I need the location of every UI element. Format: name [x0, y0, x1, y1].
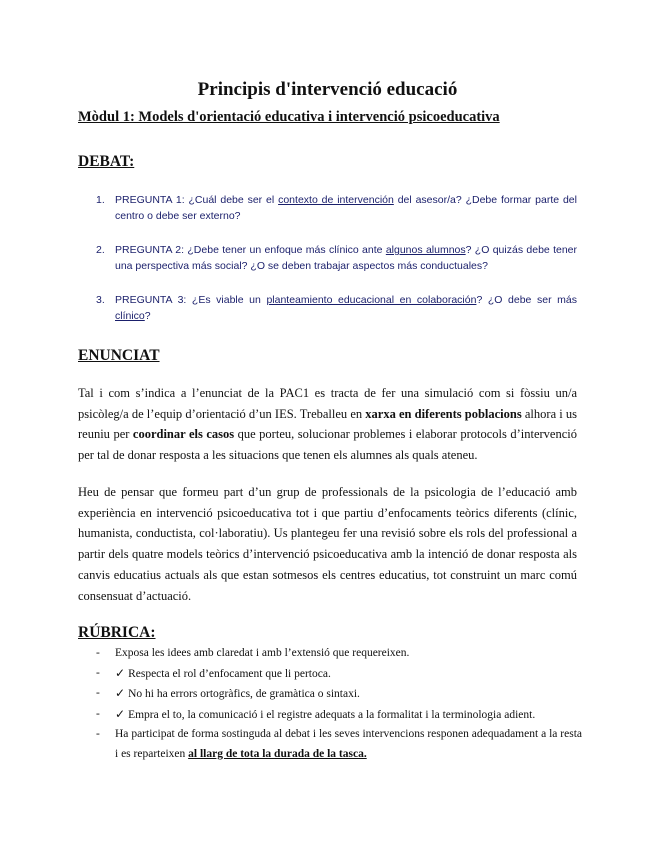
rubric-text: Ha participat de forma sostinguda al debat i les seves intervencions responen adequadament a la resta i es reparteixen [115, 728, 582, 760]
question-text: del asesor/a? ¿Debe formar parte del centro o debe ser externo? [115, 194, 577, 222]
rubric-item [96, 664, 582, 685]
debate-questions-list [96, 193, 577, 324]
enunciat-paragraph [78, 383, 577, 466]
document-title: Principis d'intervenció educació [197, 79, 458, 100]
question-text: PREGUNTA 3: ¿Es viable un [115, 294, 267, 306]
question-number: 1. [96, 194, 105, 206]
module-title: Mòdul 1: Models d'orientació educativa i intervenció psicoeducativa [78, 109, 500, 125]
enunciat-paragraph: Heu de pensar que formeu part d’un grup de professionals de la psicologia de l’educació amb experiència en intervenció psicoeducativa tot i que partiu d’enfocaments teòrics diferents (clínic, humanista, conductista, col·laboratiu). Us plantegeu fer una revisió sobre els rols del professional a partir dels quatre models teòrics d’intervenció psicoeducativa amb la intenció de donar resposta als canvis educatius actuals als que estan sotmesos els centres educatius, tot construint un marc comú consensuat d’actuació. [78, 485, 577, 603]
question-link[interactable]: algunos alumnos [385, 244, 466, 256]
question-link[interactable]: contexto de intervención [278, 194, 394, 206]
question-item [96, 193, 577, 224]
rubric-item [96, 725, 582, 764]
question-text: ? ¿O quizás debe tener una perspectiva más social? ¿O se deben trabajar aspectos más conductuales? [115, 244, 578, 272]
debat-heading: DEBAT: [78, 153, 135, 170]
bullet-dash: - [96, 647, 100, 659]
bullet-dash: - [96, 687, 100, 699]
rubric-item [96, 684, 582, 705]
question-number: 3. [96, 294, 105, 306]
bullet-dash: - [96, 666, 100, 679]
enunciat-heading: ENUNCIAT [78, 347, 160, 364]
question-text: ? ¿O debe ser más [476, 294, 577, 306]
question-item [96, 293, 577, 324]
rubric-text: Exposa les idees amb claredat i amb l’extensió que requereixen. [115, 647, 410, 659]
paragraph-text: Tal i com s’indica a l’enunciat de la PAC1 es tracta de fer una simulació com si fòssiu un/a psicòleg/a de l’equip d’orientació d’un IES. Treballeu en [78, 386, 577, 421]
paragraph-text: que porteu, solucionar problemes i elaborar protocols d’intervenció per tal de donar resposta a les situacions que tenen els alumnes als quals ateneu. [78, 427, 577, 463]
check-icon: ✓ [115, 665, 126, 680]
rubric-text: No hi ha errors ortogràfics, de gramàtica o sintaxi. [128, 688, 360, 700]
rubric-list [96, 644, 582, 764]
question-text: ? [144, 309, 151, 322]
rubric-item [96, 644, 582, 664]
bold-phrase: xarxa en diferents poblacions [365, 406, 522, 421]
question-link[interactable]: planteamiento educacional en colaboración [266, 294, 477, 306]
rubric-item [96, 705, 582, 726]
question-number: 2. [96, 244, 105, 256]
question-link[interactable]: clínico [115, 309, 145, 322]
bullet-dash: - [96, 707, 100, 720]
question-text: PREGUNTA 1: ¿Cuál debe ser el [115, 194, 279, 206]
paragraph-text: alhora i us reuniu per [78, 406, 577, 442]
bold-phrase: coordinar els casos [132, 427, 235, 442]
bullet-dash: - [96, 728, 100, 740]
question-item [96, 243, 577, 274]
check-icon: ✓ [115, 686, 126, 700]
rubric-emphasis: al llarg de tota la durada de la tasca. [188, 747, 367, 760]
check-icon: ✓ [115, 706, 126, 721]
rubrica-heading: RÚBRICA: [78, 624, 156, 641]
rubric-text: Empra el to, la comunicació i el registre adequats a la formalitat i la terminologia adient. [128, 708, 536, 721]
question-text: PREGUNTA 2: ¿Debe tener un enfoque más clínico ante [115, 244, 386, 256]
rubric-text: Respecta el rol d’enfocament que li pertoca. [128, 667, 331, 680]
